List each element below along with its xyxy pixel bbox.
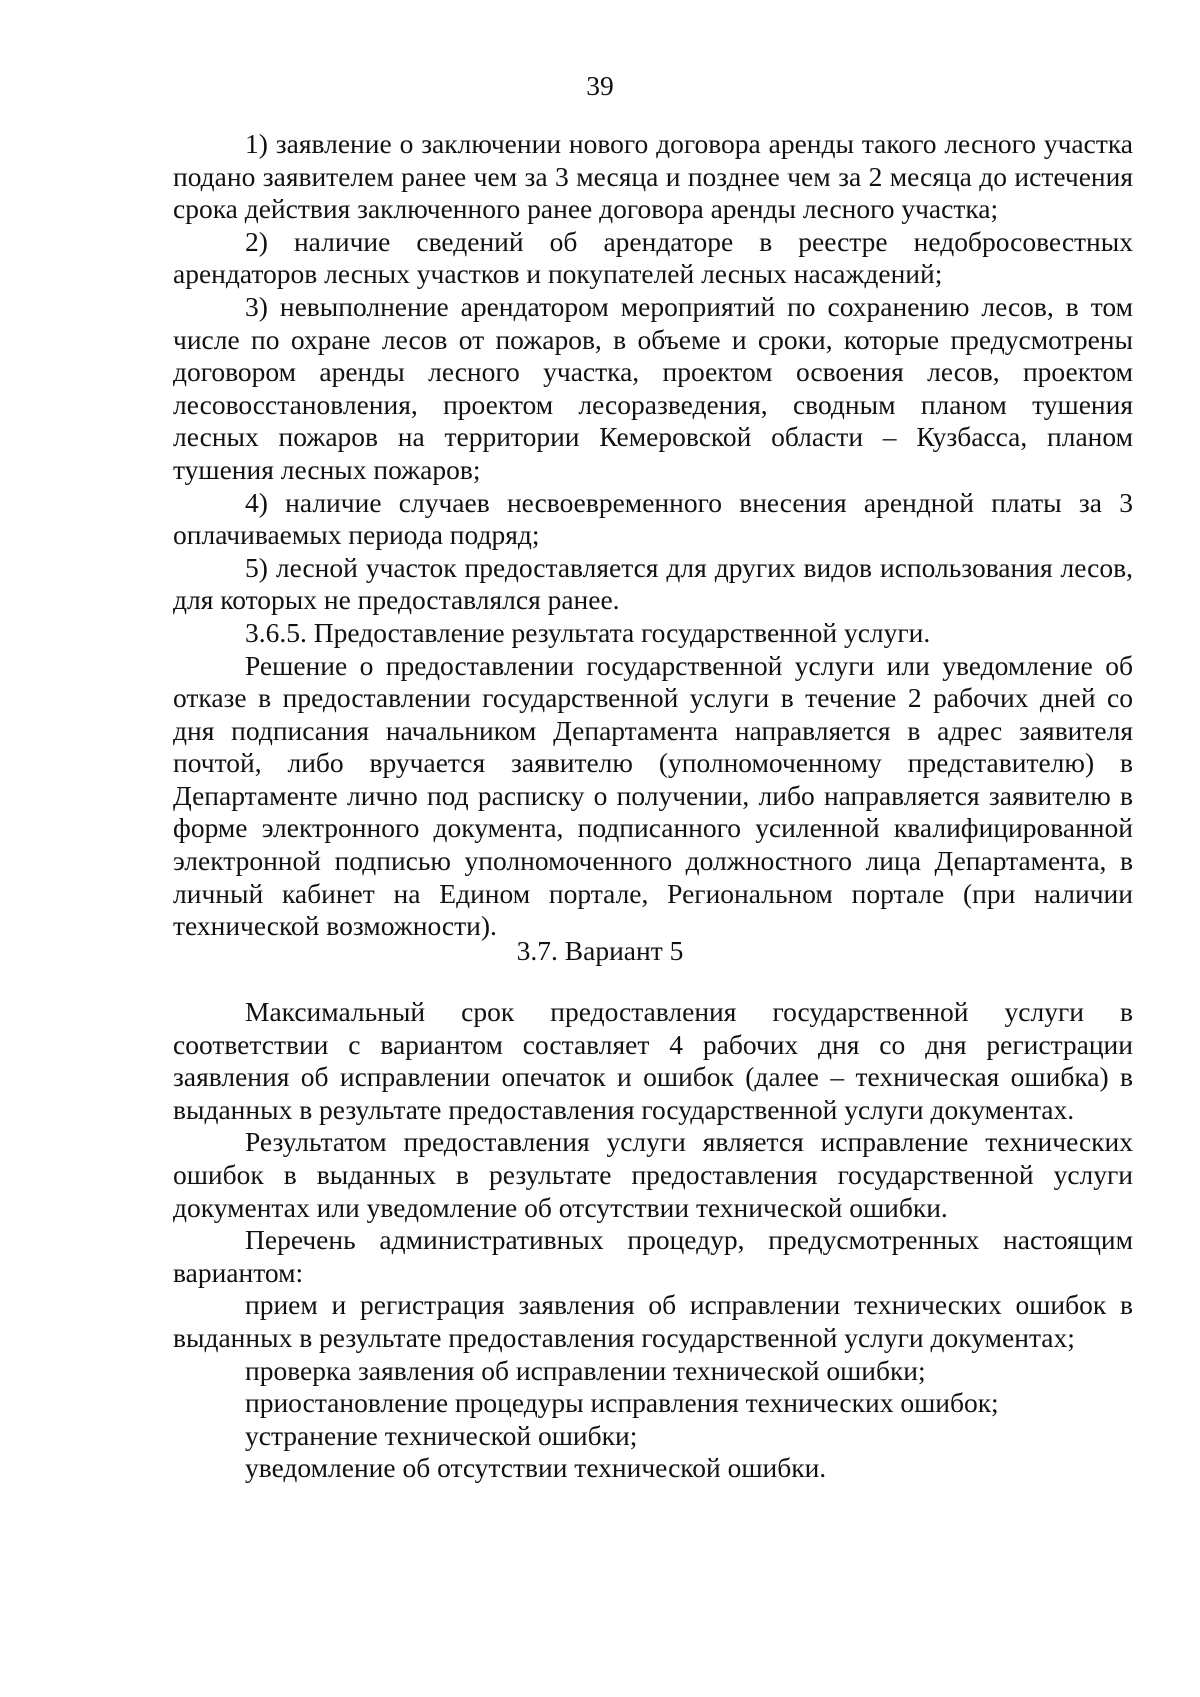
paragraph-item-3: 3) невыполнение арендатором мероприятий по сохранению лесов, в том числе по охране лесов от пожаров, в объеме и сроки, которые предусмотрены договором аренды лесного участка, проектом освоения лесов, проектом лесовосстановления, проектом лесоразведения, сводным планом тушения лесных пожаров на территории Кемеровской области – Кузбасса, планом тушения лесных пожаров; [173, 290, 1133, 485]
subsection-title-3-6-5: 3.6.5. Предоставление результата государственной услуги. [245, 616, 931, 648]
procedure-item-suspension: приостановление процедуры исправления технических ошибок; [245, 1387, 999, 1419]
section-heading-variant-5: 3.7. Вариант 5 [516, 935, 684, 966]
section-grounds-for-refusal [173, 128, 1133, 943]
paragraph-result-delivery: Решение о предоставлении государственной услуги или уведомление об отказе в предоставлении государственной услуги в течение 2 рабочих дней со дня подписания начальником Департамента направляется в адрес заявителя почтой, либо вручается заявителю (уполномоченному представителю) в Департаменте лично под расписку о получении, либо направляется заявителю в форме электронного документа, подписанного усиленной квалифицированной электронной подписью уполномоченного должностного лица Департамента, в личный кабинет на Едином портале, Региональном портале (при наличии технической возможности). [173, 649, 1133, 942]
paragraph-item-1: 1) заявление о заключении нового договора аренды такого лесного участка подано заявителем ранее чем за 3 месяца и позднее чем за 2 месяца до истечения срока действия заключенного ранее договора аренды лесного участка; [173, 128, 1133, 225]
paragraph-result: Результатом предоставления услуги является исправление технических ошибок в выданных в результате предоставления государственной услуги документах или уведомление об отсутствии технической ошибки. [173, 1126, 1133, 1223]
paragraph-max-term: Максимальный срок предоставления государственной услуги в соответствии с вариантом составляет 4 рабочих дня со дня регистрации заявления об исправлении опечаток и ошибок (далее – техническая ошибка) в выданных в результате предоставления государственной услуги документах. [173, 996, 1133, 1125]
page-number: 39 [586, 70, 614, 101]
procedure-item-reception: прием и регистрация заявления об исправлении технических ошибок в выданных в результате предоставления государственной услуги документах; [173, 1289, 1133, 1353]
paragraph-item-5: 5) лесной участок предоставляется для других видов использования лесов, для которых не предоставлялся ранее. [173, 551, 1133, 616]
procedure-item-check: проверка заявления об исправлении технической ошибки; [245, 1354, 926, 1386]
procedure-item-notification: уведомление об отсутствии технической ошибки. [245, 1452, 827, 1484]
section-variant-5 [173, 996, 1133, 1485]
procedure-item-correction: устранение технической ошибки; [245, 1419, 638, 1451]
paragraph-item-4: 4) наличие случаев несвоевременного внесения арендной платы за 3 оплачиваемых периода подряд; [173, 486, 1133, 551]
paragraph-item-2: 2) наличие сведений об арендаторе в реестре недобросовестных арендаторов лесных участков и покупателей лесных насаждений; [173, 225, 1133, 290]
paragraph-procedures-intro: Перечень административных процедур, предусмотренных настоящим вариантом: [173, 1224, 1133, 1288]
